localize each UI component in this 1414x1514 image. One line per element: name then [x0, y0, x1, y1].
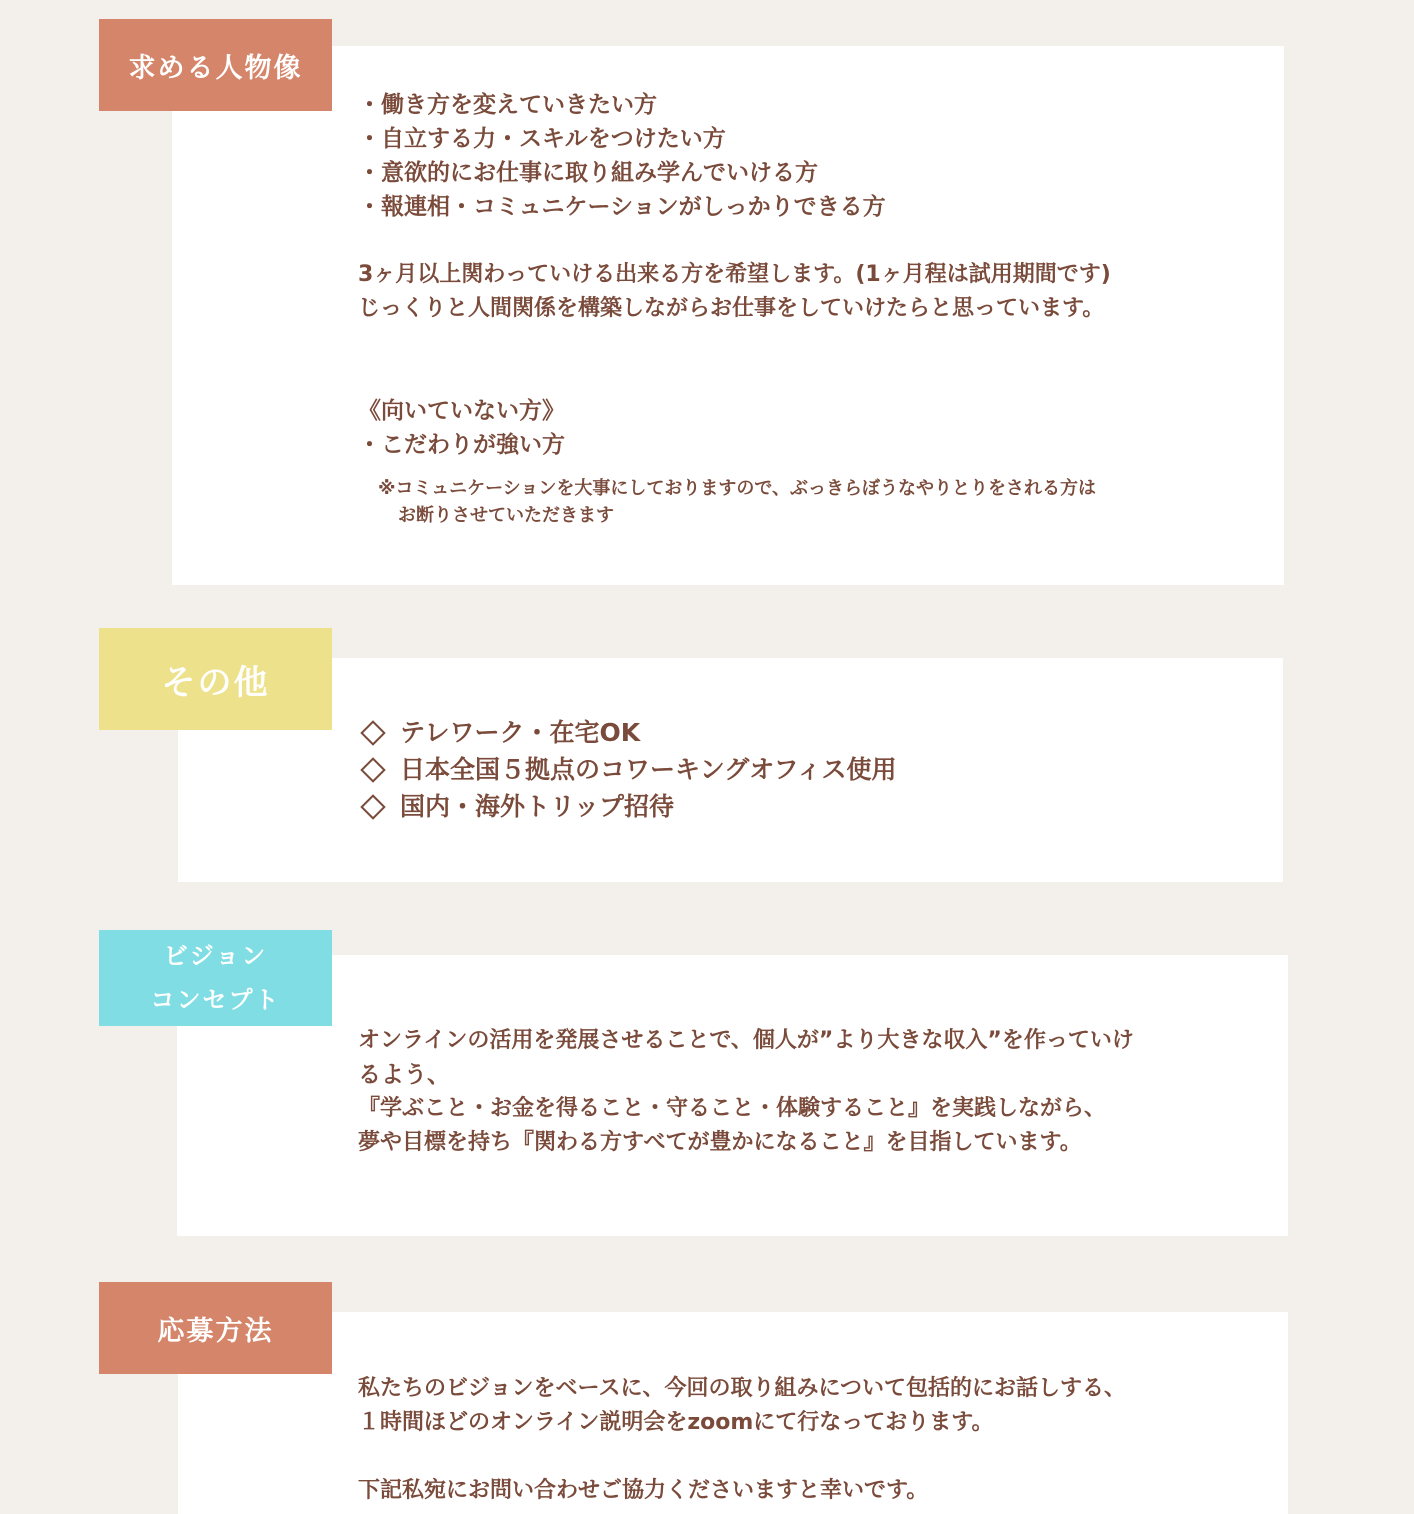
persona-line: ・報連相・コミュニケーションがしっかりできる方 — [358, 194, 886, 220]
note-line: ※コミュニケーションを大事にしておりますので、ぶっきらぼうなやりとりをされる方は — [378, 478, 1097, 499]
persona-line: ・意欲的にお仕事に取り組み学んでいける方 — [358, 160, 818, 186]
diamond-icon — [360, 757, 385, 782]
vision-line: 夢や目標を持ち『関わる方すべてが豊かになること』を目指しています。 — [358, 1130, 1082, 1155]
apply-line: １時間ほどのオンライン説明会をzoomにて行なっております。 — [358, 1410, 994, 1435]
vision-body — [358, 1024, 1258, 1160]
persona-line: ・働き方を変えていきたい方 — [358, 92, 657, 118]
spacer — [358, 360, 1238, 394]
apply-line: 私たちのビジョンをベースに、今回の取り組みについて包括的にお話しする、 — [358, 1376, 1127, 1401]
apply-label: 応募方法 — [99, 1282, 332, 1374]
other-item — [358, 751, 1238, 788]
apply-line: 下記私宛にお問い合わせご協力くださいますと幸いです。 — [358, 1478, 929, 1503]
other-list — [358, 714, 1238, 825]
other-item-text: 国内・海外トリップ招待 — [400, 792, 675, 821]
vision-line: オンラインの活用を発展させることで、個人が”より大きな収入”を作っていけ — [358, 1028, 1134, 1053]
persona-line: 3ヶ月以上関わっていける出来る方を希望します。(1ヶ月程は試用期間です) — [358, 262, 1111, 287]
not-suitable-heading: 《向いていない方》 — [358, 398, 565, 424]
other-item-text: テレワーク・在宅OK — [400, 718, 641, 747]
spacer — [358, 326, 1238, 360]
persona-line: ・自立する力・スキルをつけたい方 — [358, 126, 726, 152]
apply-body — [358, 1372, 1258, 1508]
spacer — [358, 224, 1238, 258]
diamond-icon — [360, 720, 385, 745]
other-label: その他 — [99, 628, 332, 730]
persona-note — [378, 475, 1238, 529]
persona-body — [358, 88, 1238, 462]
persona-line: ・こだわりが強い方 — [358, 432, 565, 458]
vision-label-line2: コンセプト — [150, 986, 281, 1014]
vision-line: 『学ぶこと・お金を得ること・守ること・体験すること』を実践しながら、 — [358, 1096, 1107, 1121]
diamond-icon — [360, 794, 385, 819]
vision-line: るよう、 — [358, 1062, 450, 1088]
vision-label-line1: ビジョン — [163, 942, 268, 970]
spacer — [358, 1440, 1258, 1474]
persona-label: 求める人物像 — [99, 19, 332, 111]
persona-line: じっくりと人間関係を構築しながらお仕事をしていけたらと思っています。 — [358, 296, 1105, 321]
note-line: お断りさせていただきます — [398, 505, 614, 526]
vision-label — [99, 930, 332, 1026]
other-item — [358, 714, 1238, 751]
other-item — [358, 788, 1238, 825]
other-item-text: 日本全国５拠点のコワーキングオフィス使用 — [400, 755, 897, 784]
